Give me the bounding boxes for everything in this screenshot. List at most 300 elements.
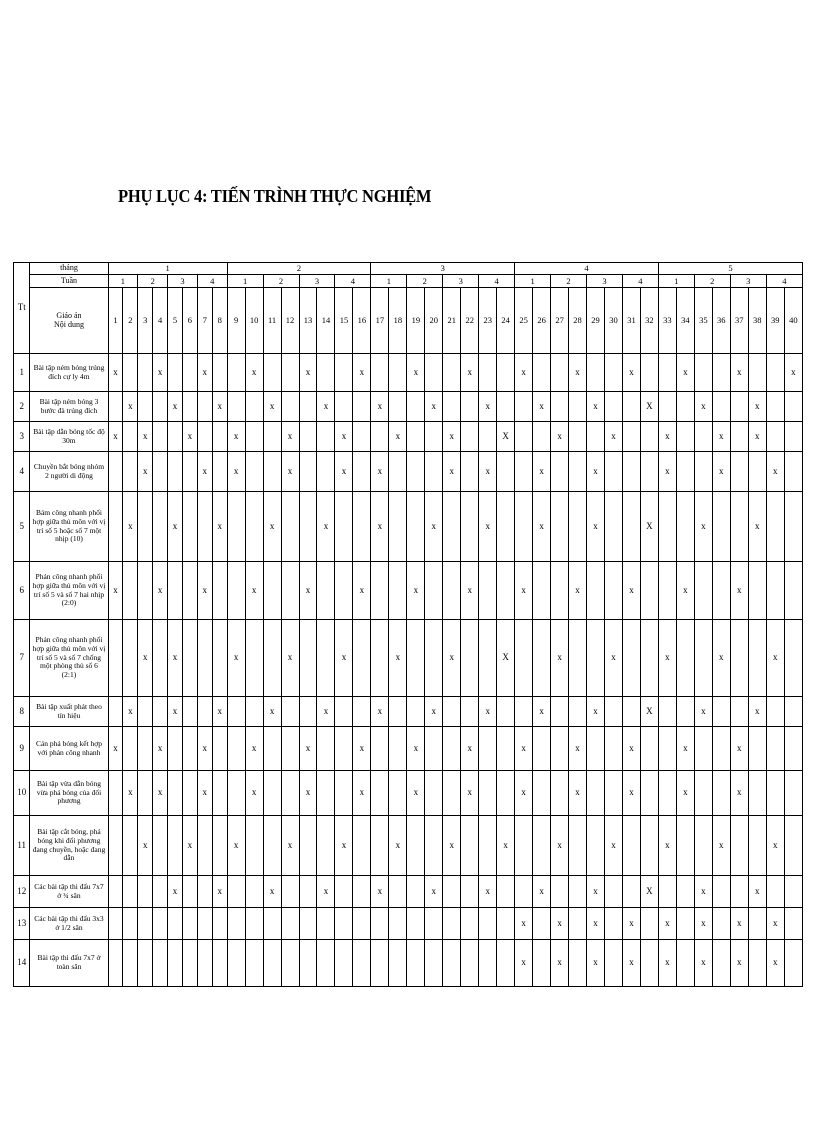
row-number: 14 <box>14 940 30 987</box>
schedule-mark: x <box>533 697 551 727</box>
schedule-mark: x <box>569 771 587 816</box>
schedule-cell <box>317 727 335 771</box>
schedule-mark: x <box>658 940 676 987</box>
schedule-mark: x <box>515 354 533 392</box>
schedule-cell <box>748 940 766 987</box>
schedule-cell <box>317 908 335 940</box>
schedule-cell <box>353 940 371 987</box>
lesson-number: 1 <box>108 288 123 354</box>
schedule-cell <box>533 620 551 697</box>
schedule-mark: x <box>479 876 497 908</box>
schedule-cell <box>227 940 245 987</box>
schedule-cell <box>694 422 712 452</box>
schedule-cell <box>784 940 802 987</box>
schedule-mark: x <box>766 908 784 940</box>
schedule-mark: x <box>317 876 335 908</box>
schedule-cell <box>676 620 694 697</box>
schedule-cell <box>622 876 640 908</box>
schedule-cell <box>389 452 407 492</box>
schedule-cell <box>730 816 748 876</box>
schedule-cell <box>497 492 515 562</box>
schedule-cell <box>182 940 197 987</box>
schedule-cell <box>108 620 123 697</box>
schedule-cell <box>587 422 605 452</box>
schedule-cell <box>748 562 766 620</box>
schedule-cell <box>766 562 784 620</box>
schedule-cell <box>748 620 766 697</box>
schedule-cell <box>640 354 658 392</box>
schedule-cell <box>263 562 281 620</box>
schedule-cell <box>604 876 622 908</box>
schedule-cell <box>640 422 658 452</box>
schedule-cell <box>317 771 335 816</box>
lesson-number: 40 <box>784 288 802 354</box>
schedule-cell <box>197 816 212 876</box>
schedule-mark: x <box>263 392 281 422</box>
week-header: 1 <box>227 275 263 288</box>
schedule-cell <box>182 727 197 771</box>
schedule-cell <box>245 422 263 452</box>
schedule-mark: x <box>658 908 676 940</box>
table-row <box>14 620 803 697</box>
schedule-cell <box>551 354 569 392</box>
schedule-mark: x <box>694 492 712 562</box>
schedule-cell <box>263 422 281 452</box>
lesson-number: 24 <box>497 288 515 354</box>
schedule-cell <box>533 562 551 620</box>
schedule-cell <box>168 422 183 452</box>
schedule-cell <box>622 452 640 492</box>
schedule-cell <box>766 354 784 392</box>
schedule-mark: x <box>281 422 299 452</box>
schedule-cell <box>281 354 299 392</box>
schedule-cell <box>227 492 245 562</box>
schedule-mark: x <box>227 452 245 492</box>
schedule-cell <box>182 697 197 727</box>
week-header: 2 <box>551 275 587 288</box>
schedule-mark: x <box>766 620 784 697</box>
schedule-mark: x <box>108 727 123 771</box>
schedule-cell <box>425 908 443 940</box>
schedule-mark: x <box>461 562 479 620</box>
schedule-mark: x <box>694 697 712 727</box>
schedule-cell <box>317 422 335 452</box>
schedule-mark: x <box>168 876 183 908</box>
schedule-cell <box>587 562 605 620</box>
schedule-mark: x <box>407 771 425 816</box>
schedule-mark: x <box>212 492 227 562</box>
schedule-cell <box>622 392 640 422</box>
schedule-cell <box>153 816 168 876</box>
schedule-cell <box>182 562 197 620</box>
schedule-mark: x <box>748 492 766 562</box>
schedule-cell <box>640 452 658 492</box>
schedule-cell <box>153 940 168 987</box>
schedule-cell <box>123 562 138 620</box>
schedule-mark: x <box>748 876 766 908</box>
schedule-cell <box>730 422 748 452</box>
schedule-cell <box>461 697 479 727</box>
schedule-cell <box>587 620 605 697</box>
schedule-mark: x <box>604 422 622 452</box>
schedule-cell <box>712 771 730 816</box>
lesson-number: 8 <box>212 288 227 354</box>
schedule-cell <box>335 727 353 771</box>
schedule-cell <box>676 492 694 562</box>
schedule-mark: x <box>123 492 138 562</box>
month-header: 5 <box>658 263 802 275</box>
schedule-mark: x <box>123 697 138 727</box>
schedule-cell <box>784 452 802 492</box>
schedule-cell <box>153 697 168 727</box>
schedule-cell <box>712 697 730 727</box>
schedule-cell <box>245 452 263 492</box>
schedule-cell <box>425 354 443 392</box>
schedule-mark: x <box>425 697 443 727</box>
schedule-cell <box>353 876 371 908</box>
schedule-mark: x <box>317 697 335 727</box>
schedule-cell <box>730 492 748 562</box>
schedule-cell <box>335 562 353 620</box>
schedule-cell <box>461 392 479 422</box>
schedule-cell <box>730 620 748 697</box>
schedule-cell <box>123 727 138 771</box>
schedule-cell <box>497 354 515 392</box>
schedule-mark: x <box>730 354 748 392</box>
schedule-cell <box>694 354 712 392</box>
schedule-cell <box>371 422 389 452</box>
schedule-cell <box>353 620 371 697</box>
table-row <box>14 876 803 908</box>
schedule-mark: x <box>587 940 605 987</box>
schedule-cell <box>479 816 497 876</box>
lesson-number: 34 <box>676 288 694 354</box>
schedule-cell <box>335 876 353 908</box>
schedule-cell <box>604 771 622 816</box>
schedule-mark: x <box>389 816 407 876</box>
schedule-mark: x <box>153 354 168 392</box>
schedule-mark: x <box>108 422 123 452</box>
schedule-cell <box>212 620 227 697</box>
schedule-cell <box>515 620 533 697</box>
schedule-cell <box>569 452 587 492</box>
schedule-cell <box>443 876 461 908</box>
schedule-mark: x <box>533 492 551 562</box>
schedule-mark: x <box>335 816 353 876</box>
schedule-cell <box>353 697 371 727</box>
schedule-cell <box>182 354 197 392</box>
schedule-cell <box>658 771 676 816</box>
schedule-cell <box>212 771 227 816</box>
schedule-mark: x <box>622 908 640 940</box>
schedule-cell <box>168 727 183 771</box>
schedule-cell <box>479 620 497 697</box>
schedule-cell <box>694 816 712 876</box>
schedule-cell <box>748 816 766 876</box>
schedule-cell <box>108 492 123 562</box>
schedule-mark: x <box>497 816 515 876</box>
lesson-number: 11 <box>263 288 281 354</box>
schedule-cell <box>212 354 227 392</box>
schedule-cell <box>197 876 212 908</box>
schedule-mark: X <box>640 392 658 422</box>
schedule-mark: x <box>353 727 371 771</box>
schedule-cell <box>168 908 183 940</box>
schedule-cell <box>712 492 730 562</box>
schedule-cell <box>569 908 587 940</box>
lesson-content-label <box>30 288 108 354</box>
schedule-mark: x <box>335 620 353 697</box>
schedule-cell <box>407 392 425 422</box>
schedule-cell <box>371 354 389 392</box>
schedule-cell <box>335 771 353 816</box>
stt-header: Tt <box>14 263 30 354</box>
schedule-cell <box>533 816 551 876</box>
schedule-cell <box>694 727 712 771</box>
schedule-cell <box>299 620 317 697</box>
schedule-cell <box>123 908 138 940</box>
schedule-cell <box>281 908 299 940</box>
schedule-mark: x <box>371 392 389 422</box>
schedule-mark: x <box>197 354 212 392</box>
schedule-cell <box>153 392 168 422</box>
schedule-cell <box>694 620 712 697</box>
schedule-mark: x <box>123 392 138 422</box>
schedule-cell <box>533 940 551 987</box>
schedule-cell <box>569 816 587 876</box>
schedule-mark: x <box>197 562 212 620</box>
schedule-mark: x <box>551 816 569 876</box>
schedule-cell <box>168 354 183 392</box>
schedule-mark: x <box>748 392 766 422</box>
row-number: 9 <box>14 727 30 771</box>
schedule-mark: x <box>389 422 407 452</box>
schedule-mark: x <box>587 876 605 908</box>
schedule-mark: x <box>407 562 425 620</box>
schedule-mark: x <box>153 562 168 620</box>
lesson-number: 5 <box>168 288 183 354</box>
schedule-cell <box>676 908 694 940</box>
schedule-mark: x <box>515 771 533 816</box>
schedule-cell <box>245 392 263 422</box>
schedule-cell <box>730 697 748 727</box>
schedule-cell <box>748 452 766 492</box>
row-content: Bài tập ném bóng 3 bước đà trúng đích <box>30 392 108 422</box>
week-header: 3 <box>168 275 198 288</box>
schedule-mark: x <box>766 816 784 876</box>
week-header: 3 <box>587 275 623 288</box>
schedule-cell <box>658 876 676 908</box>
schedule-cell <box>281 697 299 727</box>
row-number: 11 <box>14 816 30 876</box>
schedule-cell <box>425 422 443 452</box>
schedule-mark: x <box>569 354 587 392</box>
schedule-mark: x <box>676 354 694 392</box>
schedule-cell <box>182 620 197 697</box>
schedule-cell <box>138 354 153 392</box>
lesson-number: 25 <box>515 288 533 354</box>
row-number: 2 <box>14 392 30 422</box>
schedule-cell <box>533 354 551 392</box>
schedule-cell <box>227 697 245 727</box>
row-content: Các bài tập thi đấu 7x7 ở ¾ sân <box>30 876 108 908</box>
schedule-cell <box>245 620 263 697</box>
schedule-cell <box>168 562 183 620</box>
schedule-mark: x <box>245 727 263 771</box>
lesson-number: 35 <box>694 288 712 354</box>
lesson-number: 38 <box>748 288 766 354</box>
schedule-cell <box>748 727 766 771</box>
schedule-cell <box>443 771 461 816</box>
schedule-cell <box>569 392 587 422</box>
schedule-cell <box>299 908 317 940</box>
schedule-cell <box>168 940 183 987</box>
schedule-mark: x <box>108 354 123 392</box>
schedule-cell <box>784 771 802 816</box>
row-content: Phản công nhanh phối hợp giữa thủ môn với vị trí số 5 và số 7 chống một phòng thủ số 6 (2:1) <box>30 620 108 697</box>
table-row <box>14 771 803 816</box>
schedule-cell <box>551 771 569 816</box>
lesson-number: 33 <box>658 288 676 354</box>
schedule-cell <box>515 876 533 908</box>
schedule-cell <box>212 908 227 940</box>
schedule-cell <box>353 452 371 492</box>
schedule-cell <box>263 940 281 987</box>
schedule-cell <box>479 422 497 452</box>
schedule-cell <box>227 562 245 620</box>
schedule-cell <box>640 940 658 987</box>
schedule-cell <box>407 422 425 452</box>
schedule-cell <box>676 697 694 727</box>
schedule-cell <box>676 876 694 908</box>
schedule-cell <box>407 876 425 908</box>
schedule-mark: x <box>281 816 299 876</box>
schedule-cell <box>197 908 212 940</box>
schedule-cell <box>212 727 227 771</box>
schedule-mark: x <box>712 620 730 697</box>
schedule-cell <box>443 562 461 620</box>
schedule-cell <box>479 727 497 771</box>
schedule-cell <box>551 492 569 562</box>
schedule-mark: x <box>730 908 748 940</box>
schedule-cell <box>784 816 802 876</box>
row-content: Chuyền bắt bóng nhóm 2 người di động <box>30 452 108 492</box>
schedule-cell <box>443 392 461 422</box>
lesson-number: 20 <box>425 288 443 354</box>
schedule-cell <box>766 392 784 422</box>
row-number: 8 <box>14 697 30 727</box>
schedule-mark: x <box>604 620 622 697</box>
lesson-number: 15 <box>335 288 353 354</box>
row-number: 10 <box>14 771 30 816</box>
schedule-cell <box>371 940 389 987</box>
schedule-cell <box>551 697 569 727</box>
lesson-number: 22 <box>461 288 479 354</box>
schedule-cell <box>784 620 802 697</box>
schedule-cell <box>425 816 443 876</box>
schedule-mark: x <box>515 940 533 987</box>
schedule-cell <box>168 816 183 876</box>
schedule-cell <box>281 940 299 987</box>
schedule-mark: x <box>533 876 551 908</box>
schedule-mark: x <box>658 452 676 492</box>
schedule-cell <box>317 354 335 392</box>
schedule-cell <box>604 727 622 771</box>
schedule-cell <box>533 422 551 452</box>
row-content: Phản công nhanh phối hợp giữa thủ môn với vị trí số 5 và số 7 hai nhịp (2:0) <box>30 562 108 620</box>
lesson-number: 29 <box>587 288 605 354</box>
schedule-cell <box>497 771 515 816</box>
schedule-mark: x <box>227 816 245 876</box>
schedule-cell <box>640 816 658 876</box>
schedule-mark: x <box>299 727 317 771</box>
schedule-cell <box>497 562 515 620</box>
schedule-mark: x <box>281 452 299 492</box>
schedule-mark: x <box>443 620 461 697</box>
schedule-mark: x <box>569 562 587 620</box>
row-content: Bài tập ném bóng trúng đích cự ly 4m <box>30 354 108 392</box>
week-header: 2 <box>263 275 299 288</box>
schedule-cell <box>694 771 712 816</box>
schedule-mark: x <box>138 620 153 697</box>
row-number: 3 <box>14 422 30 452</box>
schedule-cell <box>479 354 497 392</box>
schedule-cell <box>389 940 407 987</box>
schedule-mark: x <box>335 452 353 492</box>
schedule-cell <box>317 816 335 876</box>
schedule-cell <box>551 452 569 492</box>
schedule-cell <box>138 697 153 727</box>
table-row <box>14 908 803 940</box>
schedule-cell <box>569 620 587 697</box>
schedule-cell <box>389 727 407 771</box>
schedule-cell <box>123 620 138 697</box>
schedule-cell <box>533 908 551 940</box>
schedule-cell <box>153 422 168 452</box>
schedule-mark: x <box>123 771 138 816</box>
schedule-cell <box>168 771 183 816</box>
schedule-cell <box>371 562 389 620</box>
schedule-cell <box>389 492 407 562</box>
schedule-cell <box>389 354 407 392</box>
schedule-cell <box>335 354 353 392</box>
schedule-cell <box>407 620 425 697</box>
schedule-cell <box>587 771 605 816</box>
schedule-cell <box>138 940 153 987</box>
schedule-cell <box>515 816 533 876</box>
schedule-cell <box>371 727 389 771</box>
schedule-cell <box>443 940 461 987</box>
schedule-cell <box>263 452 281 492</box>
schedule-cell <box>461 876 479 908</box>
schedule-mark: x <box>443 422 461 452</box>
schedule-mark: x <box>425 392 443 422</box>
table-row <box>14 697 803 727</box>
schedule-cell <box>227 727 245 771</box>
schedule-mark: x <box>587 452 605 492</box>
schedule-cell <box>263 354 281 392</box>
schedule-cell <box>658 392 676 422</box>
schedule-cell <box>658 492 676 562</box>
schedule-cell <box>123 876 138 908</box>
schedule-mark: x <box>371 492 389 562</box>
schedule-cell <box>227 908 245 940</box>
schedule-mark: x <box>182 816 197 876</box>
schedule-cell <box>497 876 515 908</box>
schedule-cell <box>461 816 479 876</box>
schedule-cell <box>622 422 640 452</box>
month-header: 4 <box>515 263 659 275</box>
